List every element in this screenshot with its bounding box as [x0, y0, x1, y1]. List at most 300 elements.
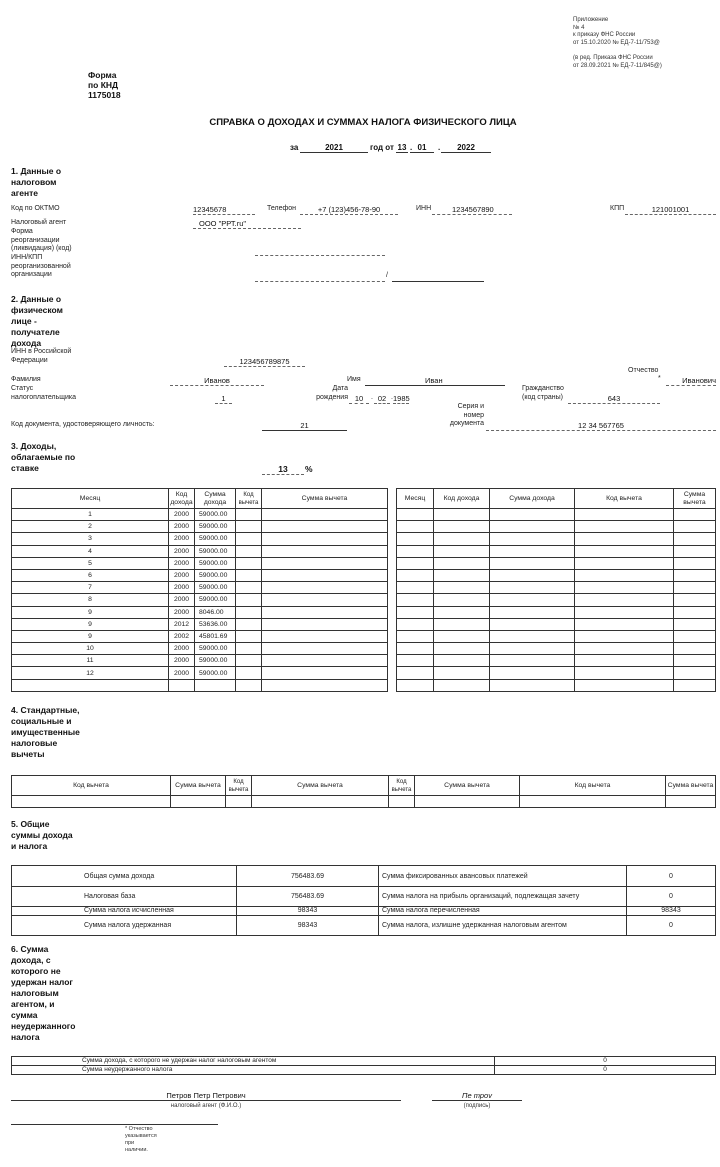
table-cell[interactable]	[397, 667, 434, 679]
col-header: Месяц	[12, 489, 169, 509]
table-row	[12, 866, 716, 887]
table-cell[interactable]	[520, 796, 666, 808]
table-cell[interactable]	[434, 569, 490, 581]
income-cell-code[interactable]: 2000	[169, 606, 195, 618]
oktmo-field[interactable]: 12345678	[193, 205, 255, 215]
phone-field[interactable]: +7 (123)456-78-90	[300, 205, 398, 215]
reorg-code-field[interactable]	[255, 247, 385, 256]
section-title-line: агенте	[11, 188, 39, 198]
surname-label: Фамилия	[11, 376, 41, 383]
signature-caption: (подпись)	[463, 1103, 491, 1109]
doc-day-field[interactable]: 13	[397, 143, 407, 152]
income-cell-code[interactable]: 2000	[169, 582, 195, 594]
income-cell-ded-amount[interactable]	[262, 667, 388, 679]
income-cell-ded-amount[interactable]	[262, 533, 388, 545]
table-cell[interactable]	[674, 545, 716, 557]
section-title-line: сумма	[11, 1010, 38, 1020]
table-cell[interactable]	[674, 582, 716, 594]
section-title-line: дохода, с	[11, 955, 51, 965]
income-cell-ded-amount[interactable]	[262, 643, 388, 655]
section-title-line: 6. Сумма	[11, 944, 49, 954]
table-cell[interactable]	[415, 796, 520, 808]
label-line: (ликвидация) (код)	[11, 245, 72, 252]
table-row	[12, 916, 716, 936]
percent-sign: %	[305, 464, 313, 474]
income-cell-amount[interactable]: 59000.00	[195, 594, 236, 606]
income-cell-ded-amount[interactable]	[262, 618, 388, 630]
income-cell-month[interactable]	[12, 679, 169, 691]
income-cell-ded-code[interactable]	[236, 521, 262, 533]
doc-month-field[interactable]: 01	[410, 143, 434, 153]
table-cell[interactable]	[434, 557, 490, 569]
table-cell[interactable]	[674, 630, 716, 642]
table-cell[interactable]	[434, 643, 490, 655]
col-header: Код вычета	[226, 776, 252, 796]
table-cell[interactable]	[674, 643, 716, 655]
reorg-inn-field[interactable]	[255, 273, 385, 282]
section2-title	[11, 294, 63, 349]
tax-overwithheld-value: 0	[627, 916, 716, 936]
period-za-label: за	[290, 143, 299, 152]
table-cell[interactable]	[397, 618, 434, 630]
income-cell-ded-amount[interactable]	[262, 606, 388, 618]
income-cell-amount[interactable]: 59000.00	[195, 582, 236, 594]
income-cell-amount[interactable]: 59000.00	[195, 655, 236, 667]
table-cell[interactable]	[490, 667, 575, 679]
income-cell-code[interactable]: 2000	[169, 655, 195, 667]
income-cell-ded-amount[interactable]	[262, 509, 388, 521]
label-line: рождения	[316, 393, 348, 401]
tax-transferred-value: 98343	[627, 907, 716, 916]
section-title-line: 1. Данные о	[11, 166, 62, 176]
table-cell[interactable]	[674, 655, 716, 667]
income-cell-month[interactable]: 9	[12, 630, 169, 642]
income-cell-month[interactable]: 6	[12, 569, 169, 581]
table-cell[interactable]	[490, 509, 575, 521]
table-cell[interactable]	[397, 655, 434, 667]
table-cell[interactable]	[674, 667, 716, 679]
income-cell-ded-code[interactable]	[236, 655, 262, 667]
table-cell[interactable]	[666, 796, 716, 808]
birth-day-field[interactable]: 10	[349, 394, 369, 404]
section1-title	[11, 166, 61, 199]
table-cell[interactable]	[226, 796, 252, 808]
section5-title	[11, 819, 73, 852]
table-cell[interactable]	[575, 594, 674, 606]
income-cell-month[interactable]: 9	[12, 618, 169, 630]
label-line: реорганизованной	[11, 262, 71, 270]
table-cell[interactable]	[490, 630, 575, 642]
totals-table	[11, 865, 716, 936]
table-cell[interactable]	[575, 630, 674, 642]
table-cell[interactable]	[397, 582, 434, 594]
table-cell[interactable]	[674, 618, 716, 630]
reorg-inn-label	[11, 254, 71, 280]
section-title-line: налоговым	[11, 988, 59, 998]
income-cell-ded-amount[interactable]	[262, 521, 388, 533]
table-cell[interactable]	[434, 679, 490, 691]
income-cell-ded-amount[interactable]	[262, 594, 388, 606]
section4-title	[11, 705, 80, 760]
table-row	[12, 557, 388, 569]
section-title-line: 4. Стандартные,	[11, 705, 80, 715]
income-cell-code[interactable]: 2012	[169, 618, 195, 630]
section-title-line: имущественные	[11, 727, 80, 737]
col-header: Код вычета	[389, 776, 415, 796]
income-cell-ded-amount[interactable]	[262, 545, 388, 557]
appendix-line: от 15.10.2020 № ЕД-7-11/753@	[573, 39, 660, 46]
table-cell[interactable]	[434, 667, 490, 679]
kpp-label: КПП	[610, 205, 625, 212]
agent-field[interactable]: ООО "РРТ.ru"	[193, 219, 301, 229]
income-cell-ded-code[interactable]	[236, 533, 262, 545]
income-cell-amount[interactable]	[195, 679, 236, 691]
form-code	[88, 70, 121, 100]
section-title-line: вычеты	[11, 749, 45, 759]
income-cell-ded-code[interactable]	[236, 569, 262, 581]
tax-transferred-label: Сумма налога перечисленная	[379, 907, 627, 916]
table-cell[interactable]	[171, 796, 226, 808]
section3-title	[11, 441, 75, 474]
doc-number-label	[440, 403, 484, 429]
col-header: Сумма дохода	[490, 489, 575, 509]
table-row	[397, 679, 716, 691]
income-cell-code[interactable]	[169, 679, 195, 691]
table-row	[12, 533, 388, 545]
income-cell-amount[interactable]: 59000.00	[195, 533, 236, 545]
income-cell-ded-code[interactable]	[236, 545, 262, 557]
table-cell[interactable]	[490, 545, 575, 557]
section-title-line: агентом, и	[11, 999, 55, 1009]
status-field[interactable]: 1	[215, 394, 232, 404]
table-cell[interactable]	[575, 643, 674, 655]
income-cell-amount[interactable]: 59000.00	[195, 509, 236, 521]
table-cell[interactable]	[490, 643, 575, 655]
table-cell[interactable]	[674, 594, 716, 606]
table-row	[397, 643, 716, 655]
table-cell[interactable]	[674, 509, 716, 521]
income-cell-code[interactable]: 2000	[169, 533, 195, 545]
table-row	[12, 887, 716, 907]
income-cell-month[interactable]: 5	[12, 557, 169, 569]
table-row	[12, 1066, 716, 1075]
table-cell[interactable]	[434, 630, 490, 642]
patronymic-field[interactable]: Иванович	[666, 376, 716, 386]
table-row	[397, 545, 716, 557]
section-title-line: и налога	[11, 841, 48, 851]
table-cell[interactable]	[397, 533, 434, 545]
surname-field[interactable]: Иванов	[170, 376, 264, 386]
table-cell[interactable]	[674, 557, 716, 569]
birth-month-field[interactable]: 02	[374, 394, 390, 404]
income-cell-amount[interactable]: 45801.69	[195, 630, 236, 642]
footnote-line: при	[125, 1140, 135, 1146]
table-row	[12, 606, 388, 618]
income-cell-ded-amount[interactable]	[262, 582, 388, 594]
table-row	[12, 594, 388, 606]
income-cell-ded-code[interactable]	[236, 630, 262, 642]
table-cell[interactable]	[575, 582, 674, 594]
section-title-line: 5. Общие	[11, 819, 50, 829]
kpp-field[interactable]: 121001001	[625, 205, 716, 215]
table-row	[397, 655, 716, 667]
page-title: СПРАВКА О ДОХОДАХ И СУММАХ НАЛОГА ФИЗИЧЕСКОГО ЛИЦА	[209, 117, 517, 128]
reorg-kpp-field[interactable]	[392, 273, 484, 282]
income-cell-ded-code[interactable]	[236, 618, 262, 630]
income-cell-code[interactable]: 2000	[169, 667, 195, 679]
income-cell-ded-code[interactable]	[236, 606, 262, 618]
table-cell[interactable]	[490, 606, 575, 618]
tax-base-label: Налоговая база	[12, 887, 237, 907]
income-cell-amount[interactable]: 59000.00	[195, 643, 236, 655]
table-row	[397, 667, 716, 679]
section-title-line: физическом	[11, 305, 63, 315]
income-cell-month[interactable]: 10	[12, 643, 169, 655]
income-cell-code[interactable]: 2000	[169, 509, 195, 521]
income-cell-month[interactable]: 12	[12, 667, 169, 679]
col-header: Код вычета	[575, 489, 674, 509]
col-header: Сумма дохода	[195, 489, 236, 509]
reorg-label	[11, 228, 72, 254]
income-cell-month[interactable]: 3	[12, 533, 169, 545]
income-cell-code[interactable]: 2000	[169, 569, 195, 581]
table-cell[interactable]	[397, 545, 434, 557]
section-title-line: лице -	[11, 316, 37, 326]
table-cell[interactable]	[575, 569, 674, 581]
footnote	[125, 1126, 157, 1154]
table-row	[12, 907, 716, 916]
income-cell-amount[interactable]: 8046.00	[195, 606, 236, 618]
label-line: Гражданство	[522, 385, 564, 392]
footnote-divider	[11, 1124, 218, 1125]
label-line: реорганизации	[11, 236, 60, 244]
person-inn-field[interactable]: 123456789875	[224, 357, 305, 367]
table-cell[interactable]	[434, 545, 490, 557]
table-row	[397, 606, 716, 618]
table-cell[interactable]	[434, 594, 490, 606]
total-income-value: 756483.69	[237, 866, 379, 887]
table-cell[interactable]	[575, 521, 674, 533]
income-cell-amount[interactable]: 59000.00	[195, 545, 236, 557]
col-header: Сумма вычета	[666, 776, 716, 796]
status-label	[11, 385, 76, 402]
income-cell-code[interactable]: 2000	[169, 521, 195, 533]
table-cell[interactable]	[575, 618, 674, 630]
table-cell[interactable]	[389, 796, 415, 808]
doc-number-field[interactable]: 12 34 567765	[486, 421, 716, 431]
section6-title	[11, 944, 75, 1043]
table-cell[interactable]	[575, 533, 674, 545]
appendix-line: № 4	[573, 24, 585, 31]
table-row	[397, 557, 716, 569]
table-cell[interactable]	[674, 569, 716, 581]
income-cell-code[interactable]: 2002	[169, 630, 195, 642]
signature-field[interactable]: Пе трov	[432, 1091, 522, 1101]
table-cell[interactable]	[490, 618, 575, 630]
citizenship-field[interactable]: 643	[568, 394, 660, 404]
income-cell-month[interactable]: 4	[12, 545, 169, 557]
unwithheld-tax-value: 0	[495, 1066, 716, 1075]
table-cell[interactable]	[397, 509, 434, 521]
section-title-line: 2. Данные о	[11, 294, 62, 304]
income-cell-month[interactable]: 2	[12, 521, 169, 533]
form-code-line: по КНД	[88, 80, 119, 90]
income-cell-ded-amount[interactable]	[262, 679, 388, 691]
label-line: Дата	[332, 385, 348, 392]
table-cell[interactable]	[397, 643, 434, 655]
table-cell[interactable]	[490, 594, 575, 606]
income-cell-month[interactable]: 1	[12, 509, 169, 521]
table-cell[interactable]	[434, 655, 490, 667]
col-header: Сумма вычета	[415, 776, 520, 796]
income-cell-month[interactable]: 7	[12, 582, 169, 594]
income-cell-ded-code[interactable]	[236, 594, 262, 606]
income-cell-ded-amount[interactable]	[262, 630, 388, 642]
table-cell[interactable]	[490, 521, 575, 533]
tax-withheld-label: Сумма налога удержанная	[12, 916, 237, 936]
table-cell[interactable]	[575, 679, 674, 691]
tax-overwithheld-label: Сумма налога, излишне удержанная налоговым агентом	[379, 916, 627, 936]
table-cell[interactable]	[490, 655, 575, 667]
table-cell[interactable]	[674, 533, 716, 545]
table-cell[interactable]	[575, 557, 674, 569]
birth-year-field[interactable]: 1985	[393, 394, 410, 403]
table-cell[interactable]	[575, 655, 674, 667]
section-title-line: ставке	[11, 463, 39, 473]
name-field[interactable]: Иван	[365, 376, 505, 386]
col-header: Код вычета	[236, 489, 262, 509]
label-line: налогоплательщика	[11, 393, 77, 401]
doc-code-field[interactable]: 21	[262, 421, 347, 431]
income-cell-ded-code[interactable]	[236, 557, 262, 569]
table-cell[interactable]	[397, 630, 434, 642]
income-cell-ded-code[interactable]	[236, 582, 262, 594]
table-row	[12, 582, 388, 594]
income-cell-code[interactable]: 2000	[169, 557, 195, 569]
col-header: Код вычета	[12, 776, 171, 796]
table-cell[interactable]	[12, 796, 171, 808]
label-line: Статус	[11, 385, 34, 392]
table-cell[interactable]	[575, 667, 674, 679]
table-cell[interactable]	[490, 569, 575, 581]
section-title-line: неудержанного	[11, 1021, 76, 1031]
income-cell-month[interactable]: 11	[12, 655, 169, 667]
table-cell[interactable]	[575, 509, 674, 521]
form-code-line: 1175018	[88, 90, 121, 100]
profit-tax-offset-label: Сумма налога на прибыль организаций, подлежащая зачету	[379, 887, 627, 907]
income-cell-ded-amount[interactable]	[262, 569, 388, 581]
section-title-line: налоговом	[11, 177, 57, 187]
section-title-line: налоговые	[11, 738, 58, 748]
table-cell[interactable]	[434, 582, 490, 594]
table-cell[interactable]	[434, 533, 490, 545]
table-row	[12, 509, 388, 521]
doc-year-field[interactable]: 2022	[441, 143, 491, 153]
rate-field[interactable]: 13	[262, 464, 304, 475]
footnote-line: указывается	[125, 1133, 157, 1139]
table-row	[12, 618, 388, 630]
footnote-line: наличии.	[125, 1147, 148, 1153]
income-cell-ded-amount[interactable]	[262, 655, 388, 667]
table-cell[interactable]	[434, 509, 490, 521]
table-cell[interactable]	[674, 521, 716, 533]
label-line: номер	[463, 411, 484, 419]
section-title-line: социальные и	[11, 716, 72, 726]
label-line: (код страны)	[522, 393, 563, 401]
table-cell[interactable]	[434, 606, 490, 618]
income-cell-ded-amount[interactable]	[262, 557, 388, 569]
income-cell-amount[interactable]: 59000.00	[195, 557, 236, 569]
table-row	[397, 509, 716, 521]
income-cell-ded-code[interactable]	[236, 679, 262, 691]
table-cell[interactable]	[575, 545, 674, 557]
agent-label: Налоговый агент	[11, 219, 67, 226]
income-cell-code[interactable]: 2000	[169, 594, 195, 606]
revision-line: (в ред. Приказа ФНС России	[573, 55, 653, 61]
table-cell[interactable]	[397, 594, 434, 606]
revision-line: от 28.09.2021 № ЕД-7-11/845@)	[573, 62, 662, 69]
income-cell-code[interactable]: 2000	[169, 643, 195, 655]
income-cell-ded-code[interactable]	[236, 509, 262, 521]
income-cell-month[interactable]: 9	[12, 606, 169, 618]
table-cell[interactable]	[397, 606, 434, 618]
income-cell-amount[interactable]: 59000.00	[195, 667, 236, 679]
table-cell[interactable]	[397, 679, 434, 691]
income-table-left	[11, 488, 388, 692]
table-cell[interactable]	[490, 533, 575, 545]
income-cell-month[interactable]: 8	[12, 594, 169, 606]
inn-field[interactable]: 1234567890	[432, 205, 512, 215]
col-header: Код дохода	[169, 489, 195, 509]
table-row	[397, 533, 716, 545]
table-row	[397, 582, 716, 594]
income-cell-code[interactable]: 2000	[169, 545, 195, 557]
table-cell[interactable]	[490, 679, 575, 691]
period-year-field[interactable]: 2021	[300, 143, 368, 153]
income-cell-ded-code[interactable]	[236, 643, 262, 655]
table-row	[397, 521, 716, 533]
table-row	[12, 667, 388, 679]
table-cell[interactable]	[434, 521, 490, 533]
table-cell[interactable]	[434, 618, 490, 630]
table-cell[interactable]	[490, 557, 575, 569]
agent-name-field[interactable]: Петров Петр Петрович	[11, 1091, 401, 1101]
table-cell[interactable]	[397, 521, 434, 533]
section-title-line: которого не	[11, 966, 61, 976]
footnote-line: * Отчество	[125, 1126, 153, 1132]
table-cell[interactable]	[575, 606, 674, 618]
col-header: Сумма вычета	[171, 776, 226, 796]
income-cell-ded-code[interactable]	[236, 667, 262, 679]
oktmo-label: Код по ОКТМО	[11, 205, 60, 212]
table-cell[interactable]	[252, 796, 389, 808]
col-header: Сумма вычета	[674, 489, 716, 509]
table-cell[interactable]	[490, 582, 575, 594]
table-row	[12, 521, 388, 533]
income-cell-amount[interactable]: 59000.00	[195, 569, 236, 581]
income-cell-amount[interactable]: 53636.00	[195, 618, 236, 630]
col-header: Код дохода	[434, 489, 490, 509]
table-cell[interactable]	[674, 679, 716, 691]
table-cell[interactable]	[397, 569, 434, 581]
col-header: Код вычета	[520, 776, 666, 796]
income-cell-amount[interactable]: 59000.00	[195, 521, 236, 533]
label-line: организации	[11, 271, 52, 278]
table-cell[interactable]	[674, 606, 716, 618]
fixed-advance-label: Сумма фиксированных авансовых платежей	[379, 866, 627, 887]
col-header: Сумма вычета	[262, 489, 388, 509]
table-cell[interactable]	[397, 557, 434, 569]
